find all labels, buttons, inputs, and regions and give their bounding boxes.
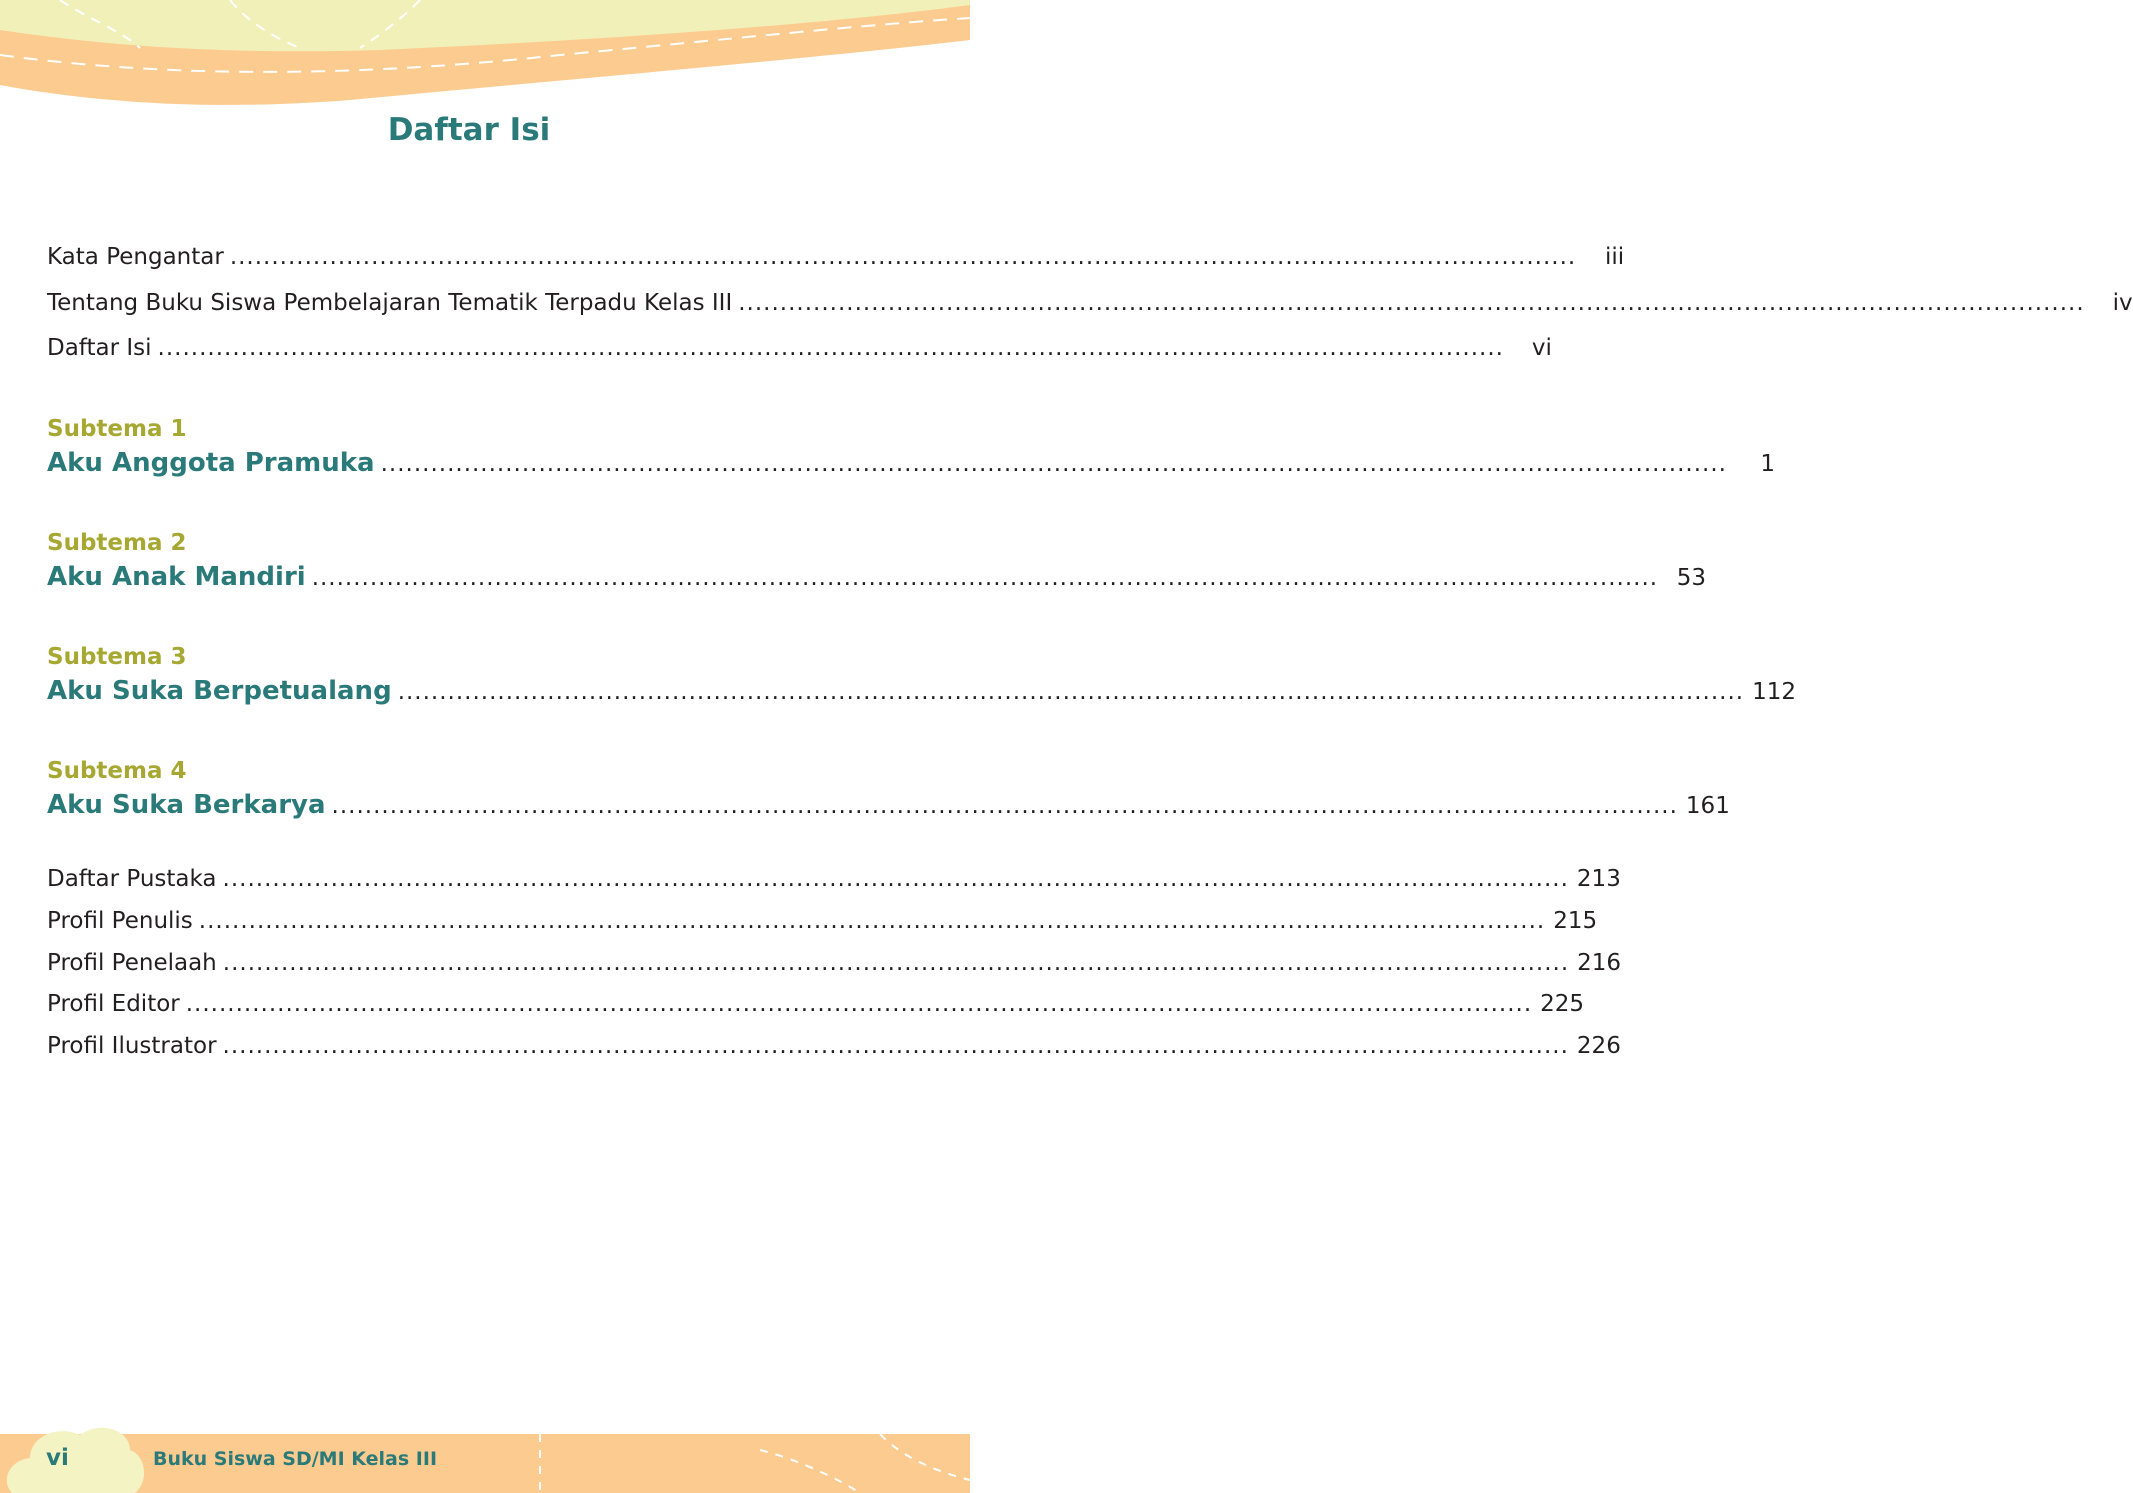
toc-entry-label: Aku Anggota Pramuka (47, 448, 375, 478)
toc-entry-daftar-pustaka[interactable] (47, 866, 1621, 892)
page-title: Daftar Isi (387, 112, 551, 148)
footer-book-title: Buku Siswa SD/MI Kelas III (153, 1448, 438, 1470)
dot-leader: .................................................................................................................................................................. (331, 793, 1678, 819)
toc-entry-profil-ilustrator[interactable] (47, 1033, 1621, 1059)
toc-entry-page: 216 (1577, 950, 1622, 976)
toc-entry-page: 1 (1760, 451, 1775, 477)
toc-entry-page: 226 (1576, 1033, 1621, 1059)
toc-entry-profil-editor[interactable] (47, 991, 1585, 1017)
toc-entry-page: iv (2112, 290, 2133, 316)
toc-entry-label: Daftar Pustaka (47, 866, 217, 892)
dot-leader: .................................................................................................................................................................. (198, 908, 1546, 934)
footer-band-decoration (0, 1400, 970, 1493)
toc-entry-page: 215 (1553, 908, 1598, 934)
toc-entry-label: Profil Ilustrator (47, 1033, 217, 1059)
toc-entry-kata-pengantar[interactable] (47, 244, 1625, 270)
toc-entry-page: 225 (1540, 991, 1585, 1017)
toc-entry-tentang-buku[interactable] (47, 290, 2133, 316)
subtema-kicker-2: Subtema 2 (47, 530, 187, 556)
subtema-kicker-1: Subtema 1 (47, 416, 187, 442)
toc-entry-label: Tentang Buku Siswa Pembelajaran Tematik Terpadu Kelas III (47, 290, 733, 316)
dot-leader: .................................................................................................................................................................. (229, 244, 1577, 270)
toc-entry-label: Aku Anak Mandiri (47, 562, 306, 592)
toc-entry-label: Aku Suka Berpetualang (47, 676, 392, 706)
dot-leader: .................................................................................................................................................................. (738, 290, 2085, 316)
toc-entry-subtema-1[interactable] (47, 448, 1775, 478)
toc-entry-daftar-isi[interactable] (47, 335, 1552, 361)
toc-entry-page: vi (1531, 335, 1552, 361)
toc-entry-label: Daftar Isi (47, 335, 152, 361)
dot-leader: .................................................................................................................................................................. (397, 679, 1745, 705)
toc-entry-label: Profil Penulis (47, 908, 193, 934)
dot-leader: .................................................................................................................................................................. (380, 451, 1727, 477)
toc-entry-page: 213 (1576, 866, 1621, 892)
toc-entry-profil-penulis[interactable] (47, 908, 1598, 934)
toc-entry-label: Aku Suka Berkarya (47, 790, 326, 820)
header-wave-decoration (0, 0, 970, 120)
toc-entry-subtema-2[interactable] (47, 562, 1707, 592)
toc-entry-label: Kata Pengantar (47, 244, 224, 270)
dot-leader: .................................................................................................................................................................. (157, 335, 1504, 361)
toc-entry-page: iii (1605, 244, 1625, 270)
subtema-kicker-3: Subtema 3 (47, 644, 187, 670)
toc-entry-page: 161 (1685, 793, 1730, 819)
dot-leader: .................................................................................................................................................................. (185, 991, 1533, 1017)
toc-entry-profil-penelaah[interactable] (47, 950, 1622, 976)
toc-entry-page: 53 (1676, 565, 1707, 591)
dot-leader: .................................................................................................................................................................. (311, 565, 1659, 591)
footer-page-number: vi (46, 1445, 69, 1471)
dot-leader: .................................................................................................................................................................. (222, 1033, 1569, 1059)
subtema-kicker-4: Subtema 4 (47, 758, 187, 784)
toc-entry-label: Profil Editor (47, 991, 180, 1017)
toc-entry-subtema-4[interactable] (47, 790, 1730, 820)
dot-leader: .................................................................................................................................................................. (222, 950, 1570, 976)
toc-entry-subtema-3[interactable] (47, 676, 1796, 706)
toc-entry-label: Profil Penelaah (47, 950, 217, 976)
toc-entry-page: 112 (1752, 679, 1796, 705)
dot-leader: .................................................................................................................................................................. (222, 866, 1569, 892)
